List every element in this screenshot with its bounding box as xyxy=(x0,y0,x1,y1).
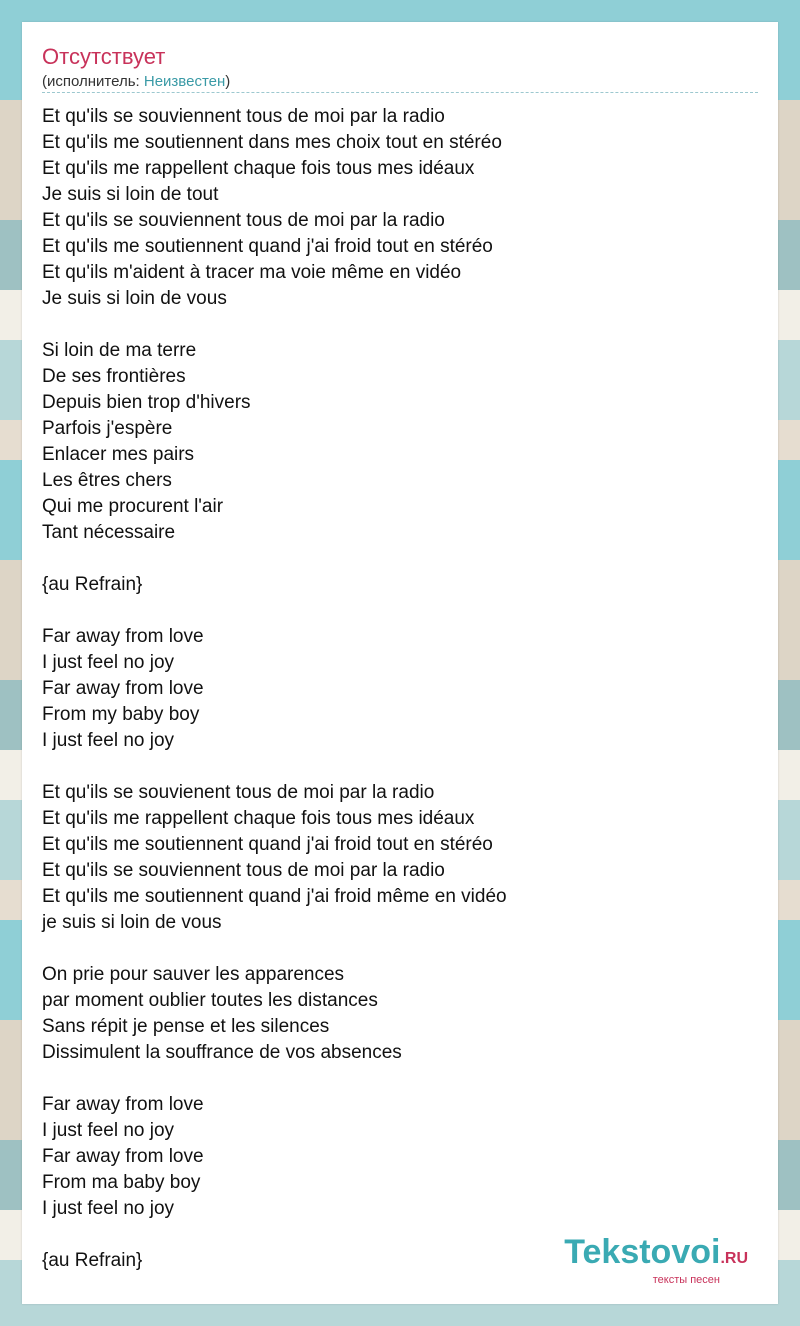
lyrics-line: Si loin de ma terre xyxy=(42,340,197,361)
lyrics-line: From my baby boy xyxy=(42,704,200,725)
lyrics-card xyxy=(22,22,778,1304)
lyrics-line: Je suis si loin de vous xyxy=(42,288,227,309)
lyrics-line: Les êtres chers xyxy=(42,470,172,491)
lyrics-blank-line xyxy=(42,598,758,624)
lyrics-blank-line xyxy=(42,546,758,572)
lyrics-line: Tant nécessaire xyxy=(42,522,176,543)
lyrics-line: je suis si loin de vous xyxy=(42,912,222,933)
lyrics-line: par moment oublier toutes les distances xyxy=(42,990,378,1011)
lyrics-line: Et qu'ils me soutiennent quand j'ai froid tout en stéréo xyxy=(42,236,493,257)
artist-prefix: (исполнитель: xyxy=(42,73,144,90)
lyrics-blank-line xyxy=(42,754,758,780)
lyrics-blank-line xyxy=(42,936,758,962)
lyrics-line: I just feel no joy xyxy=(42,730,175,751)
lyrics-line: Depuis bien trop d'hivers xyxy=(42,392,251,413)
lyrics-line: Parfois j'espère xyxy=(42,418,173,439)
lyrics-line: On prie pour sauver les apparences xyxy=(42,964,345,985)
lyrics-line: Et qu'ils se souviennent tous de moi par la radio xyxy=(42,860,445,881)
lyrics-line: Enlacer mes pairs xyxy=(42,444,195,465)
lyrics-line: Et qu'ils m'aident à tracer ma voie même en vidéo xyxy=(42,262,462,283)
lyrics-line: Je suis si loin de tout xyxy=(42,184,219,205)
lyrics-line: I just feel no joy xyxy=(42,1120,175,1141)
lyrics-line: Far away from love xyxy=(42,1146,204,1167)
lyrics-line: Et qu'ils me soutiennent quand j'ai froid même en vidéo xyxy=(42,886,507,907)
artist-suffix: ) xyxy=(225,73,231,90)
logo-tld: .RU xyxy=(720,1250,748,1267)
lyrics-line: De ses frontières xyxy=(42,366,186,387)
lyrics-line: Far away from love xyxy=(42,1094,204,1115)
lyrics-line: {au Refrain} xyxy=(42,1250,143,1271)
lyrics-text xyxy=(42,104,758,1274)
lyrics-line: Qui me procurent l'air xyxy=(42,496,224,517)
lyrics-blank-line xyxy=(42,1066,758,1092)
artist-link[interactable]: Неизвестен xyxy=(143,73,226,90)
lyrics-line: Et qu'ils me rappellent chaque fois tous mes idéaux xyxy=(42,808,475,829)
lyrics-line: {au Refrain} xyxy=(42,574,143,595)
logo-tagline: тексты песен xyxy=(652,1274,720,1286)
logo-main-text: Tekstovoi xyxy=(564,1233,721,1271)
lyrics-line: Et qu'ils me rappellent chaque fois tous mes idéaux xyxy=(42,158,475,179)
lyrics-line: Et qu'ils me soutiennent dans mes choix tout en stéréo xyxy=(42,132,502,153)
lyrics-line: From ma baby boy xyxy=(42,1172,201,1193)
lyrics-line: Dissimulent la souffrance de vos absences xyxy=(42,1042,402,1063)
lyrics-line: Far away from love xyxy=(42,678,204,699)
lyrics-line: Et qu'ils me soutiennent quand j'ai froid tout en stéréo xyxy=(42,834,493,855)
song-title: Отсутствует xyxy=(42,44,166,69)
lyrics-line: Sans répit je pense et les silences xyxy=(42,1016,330,1037)
lyrics-line: Et qu'ils se souviennent tous de moi par la radio xyxy=(42,210,445,231)
lyrics-line: Far away from love xyxy=(42,626,204,647)
title-divider xyxy=(42,92,758,93)
artist-line xyxy=(42,73,230,91)
site-logo[interactable] xyxy=(564,1235,748,1286)
lyrics-line: Et qu'ils se souvienent tous de moi par la radio xyxy=(42,782,435,803)
lyrics-line: I just feel no joy xyxy=(42,1198,175,1219)
lyrics-blank-line xyxy=(42,312,758,338)
lyrics-line: I just feel no joy xyxy=(42,652,175,673)
lyrics-line: Et qu'ils se souviennent tous de moi par la radio xyxy=(42,106,445,127)
